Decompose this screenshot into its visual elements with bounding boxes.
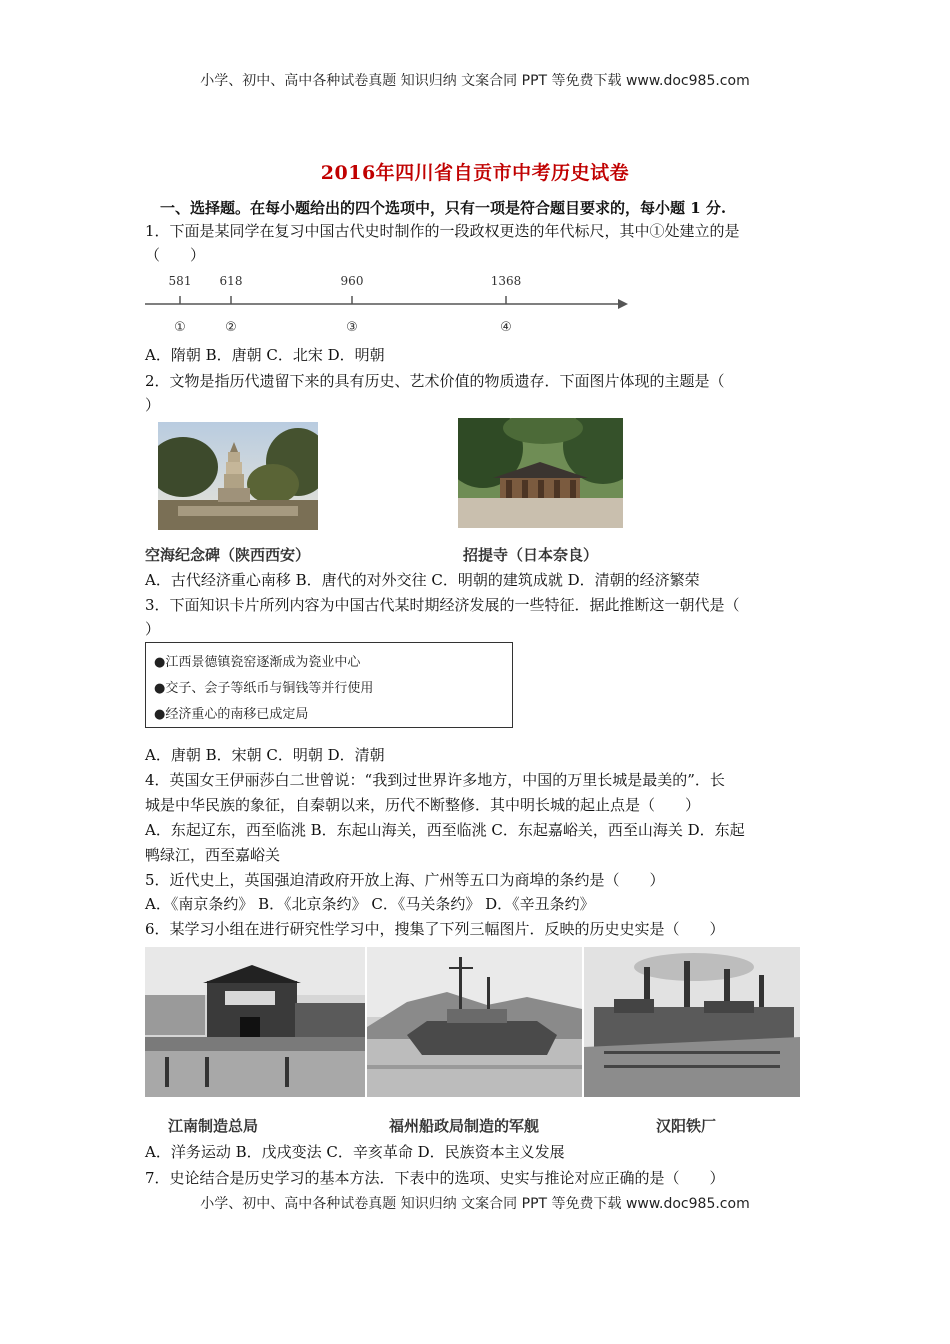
q4-options: A．东起辽东，西至临洮 B．东起山海关，西至临洮 C．东起嘉峪关，西至山海关 D．东起 <box>145 821 745 839</box>
q3-stem-cont: ） <box>145 620 161 638</box>
q1-options: A．隋朝 B．唐朝 C．北宋 D．明朝 <box>145 346 385 364</box>
q6-stem: 6．某学习小组在进行研究性学习中，搜集了下列三幅图片．反映的历史史实是（ ） <box>145 920 725 938</box>
page-header: 小学、初中、高中各种试卷真题 知识归纳 文案合同 PPT 等免费下载 www.doc985.com <box>200 73 750 89</box>
section-heading: 一、选择题。在每小题给出的四个选项中，只有一项是符合题目要求的，每小题 1 分. <box>160 199 727 217</box>
q2-stem-cont: ） <box>145 396 161 414</box>
q6-options: A．洋务运动 B．戊戌变法 C．辛亥革命 D．民族资本主义发展 <box>145 1143 565 1161</box>
position-mark: ④ <box>500 320 512 335</box>
q2-options: A．古代经济重心南移 B．唐代的对外交往 C．明朝的建筑成就 D．清朝的经济繁荣 <box>145 571 700 589</box>
photo-caption: 汉阳铁厂 <box>656 1117 717 1135</box>
year-label: 618 <box>219 274 243 288</box>
timeline-scale <box>140 268 630 338</box>
q1-stem: 1．下面是某同学在复习中国古代史时制作的一段政权更迭的年代标尺，其中①处建立的是 <box>145 222 740 240</box>
card-item: ●江西景德镇瓷窑逐渐成为瓷业中心 <box>154 655 361 670</box>
toshodaiji-temple-photo <box>458 418 623 528</box>
q1-stem-cont: （ ） <box>145 246 206 264</box>
q4-stem: 4．英国女王伊丽莎白二世曾说：“我到过世界许多地方，中国的万里长城是最美的”．长 <box>145 771 725 789</box>
card-item: ●交子、会子等纸币与铜钱等并行使用 <box>154 681 374 696</box>
q5-stem: 5．近代史上，英国强迫清政府开放上海、广州等五口为商埠的条约是（ ） <box>145 871 665 889</box>
year-label: 581 <box>168 274 192 288</box>
card-item: ●经济重心的南移已成定局 <box>154 707 309 722</box>
q4-stem-cont: 城是中华民族的象征，自秦朝以来，历代不断整修．其中明长城的起止点是（ ） <box>145 796 701 814</box>
page-title: 2016年四川省自贡市中考历史试卷 <box>320 162 630 184</box>
position-mark: ① <box>174 320 186 335</box>
photo-caption: 招提寺（日本奈良） <box>463 546 599 564</box>
photo-caption: 江南制造总局 <box>168 1117 259 1135</box>
year-label: 960 <box>340 274 364 288</box>
knowledge-card <box>145 642 513 728</box>
year-label: 1368 <box>490 274 522 288</box>
q4-options-cont: 鸭绿江，西至嘉峪关 <box>145 846 281 864</box>
jiangnan-arsenal-photo <box>145 947 365 1097</box>
q7-stem: 7．史论结合是历史学习的基本方法．下表中的选项、史实与推论对应正确的是（ ） <box>145 1169 725 1187</box>
q3-stem: 3．下面知识卡片所列内容为中国古代某时期经济发展的一些特征．据此推断这一朝代是（ <box>145 596 740 614</box>
q5-options: A．《南京条约》 B．《北京条约》 C．《马关条约》 D．《辛丑条约》 <box>145 895 595 913</box>
kukai-monument-photo <box>158 422 318 530</box>
fuzhou-warship-photo <box>367 947 582 1097</box>
hanyang-ironworks-photo <box>584 947 800 1097</box>
page-footer: 小学、初中、高中各种试卷真题 知识归纳 文案合同 PPT 等免费下载 www.doc985.com <box>200 1196 750 1212</box>
position-mark: ② <box>225 320 237 335</box>
q2-stem: 2．文物是指历代遗留下来的具有历史、艺术价值的物质遗存．下面图片体现的主题是（ <box>145 372 725 390</box>
photo-caption: 福州船政局制造的军舰 <box>389 1117 540 1135</box>
position-mark: ③ <box>346 320 358 335</box>
q3-options: A．唐朝 B．宋朝 C．明朝 D．清朝 <box>145 746 385 764</box>
photo-caption: 空海纪念碑（陕西西安） <box>145 546 311 564</box>
